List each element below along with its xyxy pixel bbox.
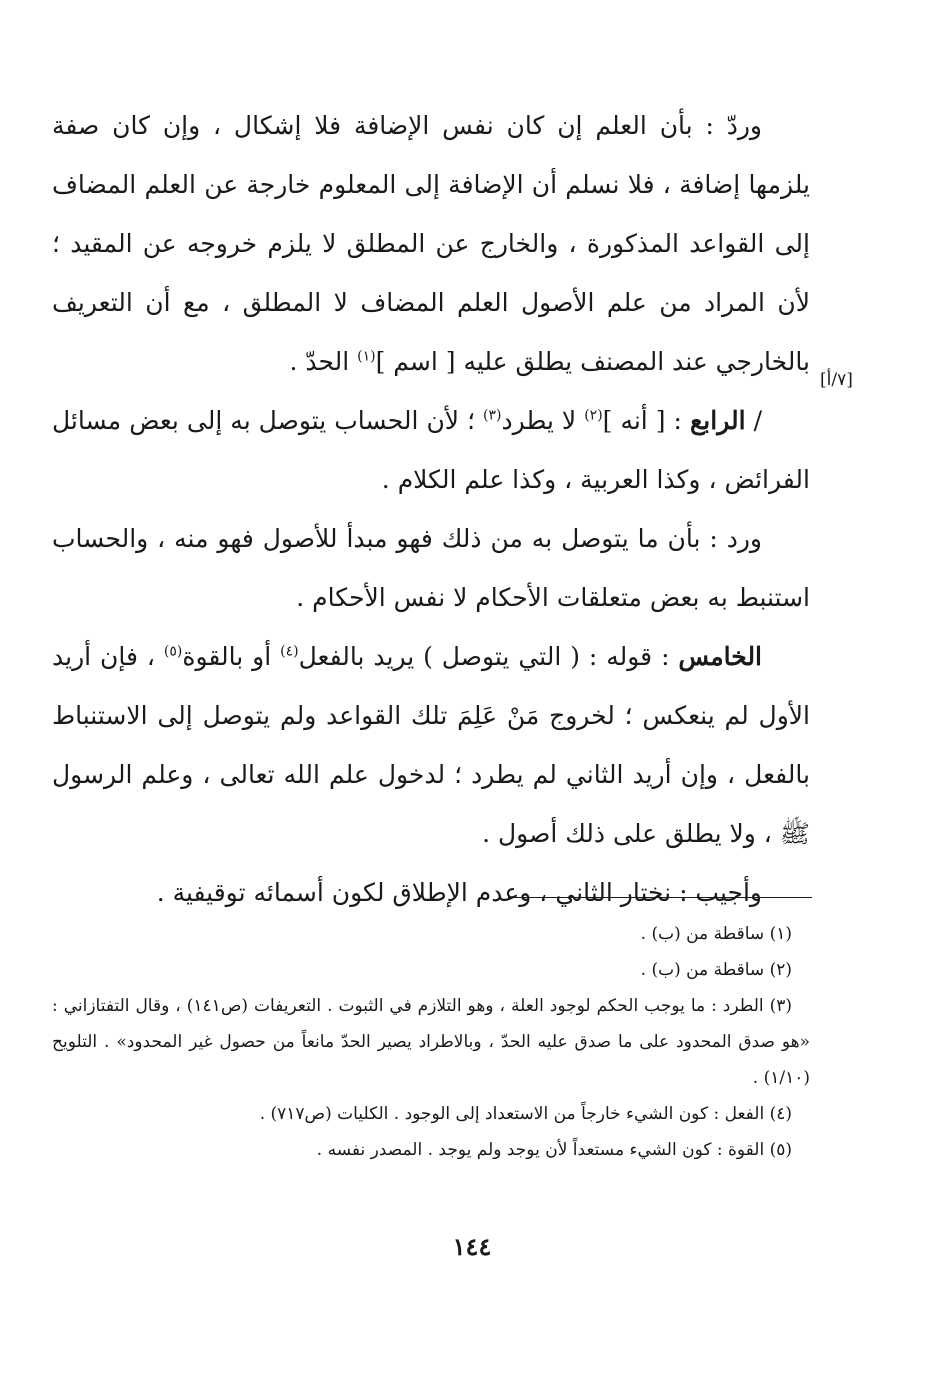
footnote-4: (٤) الفعل : كون الشيء خارجاً من الاستعداد إلى الوجود . الكليات (ص٧١٧) . bbox=[259, 1104, 792, 1124]
paragraph-radd-2: ورد : بأن ما يتوصل به من ذلك فهو مبدأ للأصول فهو منه ، والحساب استنبط به بعض متعلقات الأحكام لا نفس الأحكام . bbox=[52, 524, 810, 612]
paragraph-tail: ، فإن أريد الأول لم ينعكس ؛ لخروج مَنْ عَلِمَ تلك القواعد ولم يتوصل إلى الاستنباط بالفعل ، وإن أريد الثاني لم يطرد ؛ لدخول علم الله تعالى ، وعلم الرسول ﷺ ، ولا يطلق على ذلك أصول . bbox=[52, 642, 810, 848]
paragraph-fourth bbox=[52, 391, 810, 509]
footnote-1: (١) ساقطة من (ب) . bbox=[640, 924, 792, 944]
section-label-fifth: الخامس bbox=[678, 642, 763, 671]
footnote-ref-2: (٢) bbox=[584, 407, 603, 424]
paragraph-answer: وأجيب : نختار الثاني ، وعدم الإطلاق لكون أسمائه توقيفية . bbox=[156, 878, 762, 907]
paragraph-text: أو بالقوة bbox=[182, 642, 281, 671]
footnote-3: (٣) الطرد : ما يوجب الحكم لوجود العلة ، وهو التلازم في الثبوت . التعريفات (ص١٤١) ، وقال التفتازاني : «هو صدق المحدود على ما صدق عليه الحدّ ، وبالاطراد يصير الحدّ مانعاً من حصول غير المحدود» . التلويح (١/١٠) . bbox=[52, 996, 810, 1088]
paragraph-tail: الحدّ . bbox=[289, 347, 358, 376]
footnotes bbox=[52, 916, 810, 1168]
section-label-fourth: الرابع bbox=[689, 406, 746, 435]
paragraph-radd-1 bbox=[52, 96, 810, 391]
footnote-divider bbox=[508, 897, 812, 898]
footnote-5: (٥) القوة : كون الشيء مستعداً لأن يوجد ولم يوجد . المصدر نفسه . bbox=[316, 1140, 792, 1160]
paragraph-tail: ؛ لأن الحساب يتوصل به إلى بعض مسائل الفرائض ، وكذا العربية ، وكذا علم الكلام . bbox=[52, 406, 810, 494]
footnote-ref-5: (٥) bbox=[163, 643, 183, 660]
footnote-ref-4: (٤) bbox=[280, 643, 299, 660]
paragraph-lead: / bbox=[745, 406, 763, 435]
paragraph-text: : [ أنه ] bbox=[602, 406, 690, 435]
page-number: ١٤٤ bbox=[452, 1232, 492, 1261]
manuscript-folio-reference: [٧/أ] bbox=[820, 370, 853, 390]
paragraph-text: وردّ : بأن العلم إن كان نفس الإضافة فلا إشكال ، وإن كان صفة يلزمها إضافة ، فلا نسلم أن الإضافة إلى المعلوم خارجة عن العلم المضاف إلى القواعد المذكورة ، والخارج عن المطلق لا يلزم خروجه عن المقيد ؛ لأن المراد من علم الأصول العلم المضاف لا المطلق ، مع أن التعريف بالخارجي عند المصنف يطلق عليه [ اسم ] bbox=[52, 111, 810, 376]
paragraph-text: لا يطرد bbox=[501, 406, 585, 435]
paragraph-text: : قوله : ( التي يتوصل ) يريد بالفعل bbox=[298, 642, 679, 671]
footnote-ref-1: (١) bbox=[357, 348, 376, 365]
main-text bbox=[52, 96, 810, 922]
paragraph-fifth bbox=[52, 627, 810, 863]
footnote-2: (٢) ساقطة من (ب) . bbox=[640, 960, 792, 980]
footnote-ref-3: (٣) bbox=[483, 407, 502, 424]
